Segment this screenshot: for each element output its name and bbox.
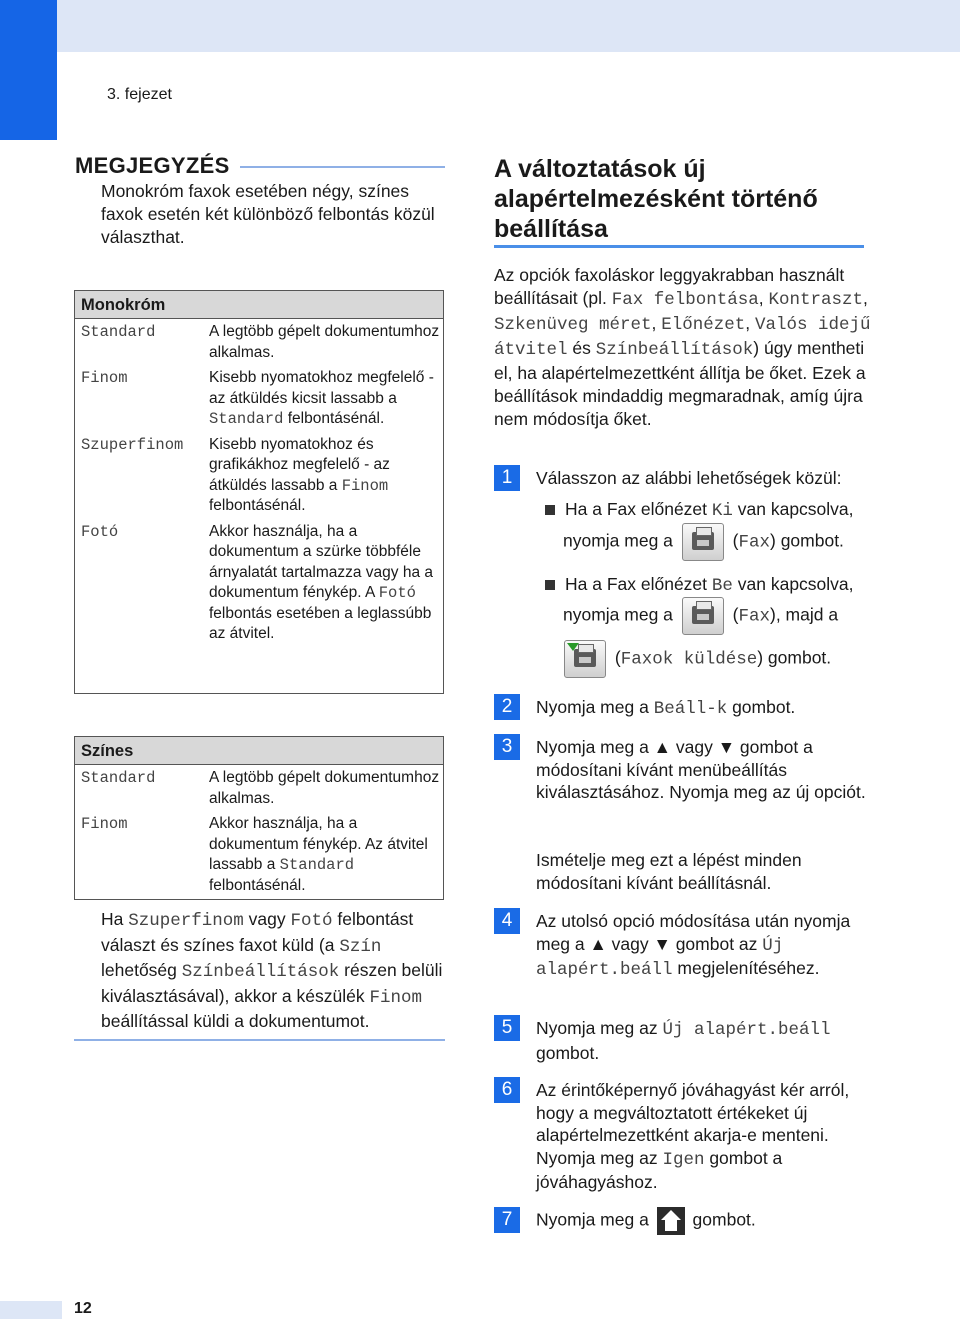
chapter-tab xyxy=(0,0,57,140)
row-text-b: felbontásénál. xyxy=(209,876,306,894)
code: Finom xyxy=(369,987,422,1008)
row-key: Standard xyxy=(81,323,156,341)
text: ) úgy mentheti el, ha alapértelmezettként állítja be őket. Ezek a beállítások mindaddig megmaradnak, amíg újra nem módosítja őket. xyxy=(494,338,866,429)
step-number: 4 xyxy=(494,908,520,934)
row-text-b: felbontás esetében a leglassúbb az átvitel. xyxy=(209,604,432,642)
color-resolution-table xyxy=(74,736,444,900)
text: nyomja meg a xyxy=(563,530,678,551)
text: és xyxy=(567,338,596,358)
table-row xyxy=(75,435,443,517)
step-text-2: Ismételje meg ezt a lépést minden módosítani kívánt beállításnál. xyxy=(536,850,802,893)
row-text-b: felbontásénál. xyxy=(283,410,385,427)
fax-button-icon[interactable] xyxy=(682,523,724,561)
note-divider xyxy=(240,166,445,168)
table-row xyxy=(75,768,443,809)
text: ), majd a xyxy=(770,604,839,625)
text: Ha a Fax előnézet xyxy=(565,499,712,519)
row-text xyxy=(205,368,441,430)
row-key: Finom xyxy=(81,369,128,387)
step-text: Válasszon az alábbi lehetőségek közül: xyxy=(536,468,842,488)
code: Szkenüveg méret xyxy=(494,315,652,335)
text: , xyxy=(862,288,868,308)
code: Beáll-k xyxy=(653,699,728,719)
code: Új alapért.beáll xyxy=(662,1020,831,1040)
text: gombot a jóváhagyáshoz. xyxy=(536,1147,783,1192)
text: Az utolsó opció módosítása után nyomja meg a ▲ vagy ▼ gombot az xyxy=(536,911,851,954)
bullet-2-line3 xyxy=(560,640,831,678)
text: Az érintőképernyő jóváhagyást kér arról, hogy a megváltoztatott értékeket új alapértelmezettként akarja-e menteni. Nyomja meg az xyxy=(536,1080,850,1168)
step-text xyxy=(536,910,876,982)
step-number: 5 xyxy=(494,1015,520,1041)
code: Kontraszt xyxy=(768,290,863,310)
code: Ki xyxy=(711,501,733,521)
code: Új alapért.beáll xyxy=(536,935,784,980)
text: ( xyxy=(727,604,739,625)
table-row xyxy=(75,522,443,645)
note-title: MEGJEGYZÉS xyxy=(75,153,230,178)
note-bottom-text xyxy=(101,908,446,1034)
bullet-square-icon xyxy=(545,580,555,590)
code: Fax xyxy=(738,532,770,553)
row-code: Finom xyxy=(341,476,389,495)
section-intro xyxy=(494,264,874,431)
home-icon[interactable] xyxy=(657,1207,685,1235)
mono-resolution-table xyxy=(74,290,444,694)
footer-bar xyxy=(0,1301,62,1319)
code: Fax xyxy=(738,606,770,627)
fax-machine-icon xyxy=(574,649,596,667)
row-text: A legtöbb gépelt dokumentumhoz alkalmas. xyxy=(209,323,440,361)
row-text-a: Akkor használja, ha a dokumentum a szürke többféle árnyalatát tartalmazza vagy ha a dokumentum fénykép. A xyxy=(209,522,434,601)
row-text-a: Kisebb nyomatokhoz megfelelő - az átküldés kicsit lassabb a xyxy=(209,369,434,407)
step-number: 3 xyxy=(494,734,520,760)
chapter-label: 3. fejezet xyxy=(107,86,172,103)
text: Nyomja meg az xyxy=(536,1018,663,1038)
code: Színbeállítások xyxy=(181,962,340,982)
step-text xyxy=(536,1017,876,1064)
text: Ha xyxy=(101,909,129,929)
row-text xyxy=(205,522,441,645)
bullet-2 xyxy=(545,573,854,597)
row-key: Standard xyxy=(81,769,156,787)
code: Valós idejű átvitel xyxy=(494,315,871,360)
text: vagy xyxy=(243,909,291,929)
step-text: Nyomja meg a ▲ vagy ▼ gombot a módosítani kívánt menübeállítás kiválasztásához. Nyomja meg az új opciót. xyxy=(536,737,866,802)
row-code: Standard xyxy=(279,856,355,874)
page-number: 12 xyxy=(74,1300,92,1317)
header-bar xyxy=(0,0,960,52)
code: Be xyxy=(711,576,733,596)
send-fax-button-icon[interactable] xyxy=(564,640,606,678)
row-key: Szuperfinom xyxy=(81,435,184,454)
text: gombot. xyxy=(727,697,796,717)
text: Az opciók faxoláskor leggyakrabban használt beállításait (pl. xyxy=(494,265,845,308)
table-row xyxy=(75,814,443,896)
text: lehetőség xyxy=(101,960,182,980)
row-text: A legtöbb gépelt dokumentumhoz alkalmas. xyxy=(209,769,440,807)
bullet-square-icon xyxy=(545,505,555,515)
code: Szín xyxy=(339,936,382,957)
code: Előnézet xyxy=(661,315,746,335)
row-text-a: Akkor használja, ha a dokumentum fénykép. Az átvitel lassabb a xyxy=(209,815,428,873)
text: van kapcsolva, xyxy=(732,574,854,594)
text: nyomja meg a xyxy=(563,604,678,625)
text: , xyxy=(651,313,662,333)
code: Színbeállítások xyxy=(595,340,754,360)
table-header: Színes xyxy=(75,737,443,765)
step-text xyxy=(536,696,876,721)
text: ) gombot. xyxy=(757,647,832,668)
text: , xyxy=(745,313,756,333)
row-code: Fotó xyxy=(378,584,416,602)
row-text-b: felbontásénál. xyxy=(209,497,306,514)
fax-button-icon[interactable] xyxy=(682,597,724,635)
text: ( xyxy=(610,647,621,668)
row-key: Fotó xyxy=(81,522,119,541)
step-text xyxy=(536,1207,876,1235)
step-number: 6 xyxy=(494,1077,520,1103)
text: ( xyxy=(727,530,739,551)
text: részen belüli kiválasztásával), akkor a készülék xyxy=(101,960,443,1006)
code: Faxok küldése xyxy=(620,649,758,670)
text: Nyomja meg a xyxy=(536,697,654,717)
text: gombot. xyxy=(687,1209,756,1230)
text: felbontást választ és színes faxot küld (a xyxy=(101,909,414,955)
text: gombot. xyxy=(536,1042,600,1063)
row-key: Finom xyxy=(81,815,128,833)
text: Ha a Fax előnézet xyxy=(565,574,712,594)
bullet-2-line2 xyxy=(563,597,838,635)
bullet-1-line2 xyxy=(563,523,844,561)
step-number: 7 xyxy=(494,1207,520,1233)
bullet-1 xyxy=(545,498,854,522)
row-text xyxy=(205,814,441,896)
note-end-divider xyxy=(74,1039,445,1041)
text: Nyomja meg a xyxy=(536,1209,654,1230)
code: Szuperfinom xyxy=(128,911,244,931)
fax-machine-icon xyxy=(692,532,714,550)
fax-machine-icon xyxy=(692,606,714,624)
table-header: Monokróm xyxy=(75,291,443,319)
text: megjelenítéséhez. xyxy=(672,958,820,978)
step-number: 2 xyxy=(494,694,520,720)
table-row xyxy=(75,368,443,430)
step-number: 1 xyxy=(494,465,520,491)
note-intro: Monokróm faxok esetében négy, színes faxok esetén két különböző felbontás közül választhat. xyxy=(101,181,435,247)
section-rule xyxy=(494,245,864,248)
step-text xyxy=(536,1079,876,1194)
section-title: A változtatások új alapértelmezésként történő beállítása xyxy=(494,155,818,243)
row-text-a: Kisebb nyomatokhoz és grafikákhoz megfelelő - az átküldés lassabb a xyxy=(209,435,390,494)
text: ) gombot. xyxy=(770,530,844,551)
table-row xyxy=(75,322,443,363)
row-text xyxy=(205,435,441,517)
text: beállítással küldi a dokumentumot. xyxy=(101,1011,370,1031)
row-code: Standard xyxy=(209,410,284,428)
text: , xyxy=(758,288,769,308)
code: Fax felbontása xyxy=(611,290,759,310)
code: Igen xyxy=(662,1149,705,1170)
code: Fotó xyxy=(290,911,333,931)
text: van kapcsolva, xyxy=(732,499,854,519)
